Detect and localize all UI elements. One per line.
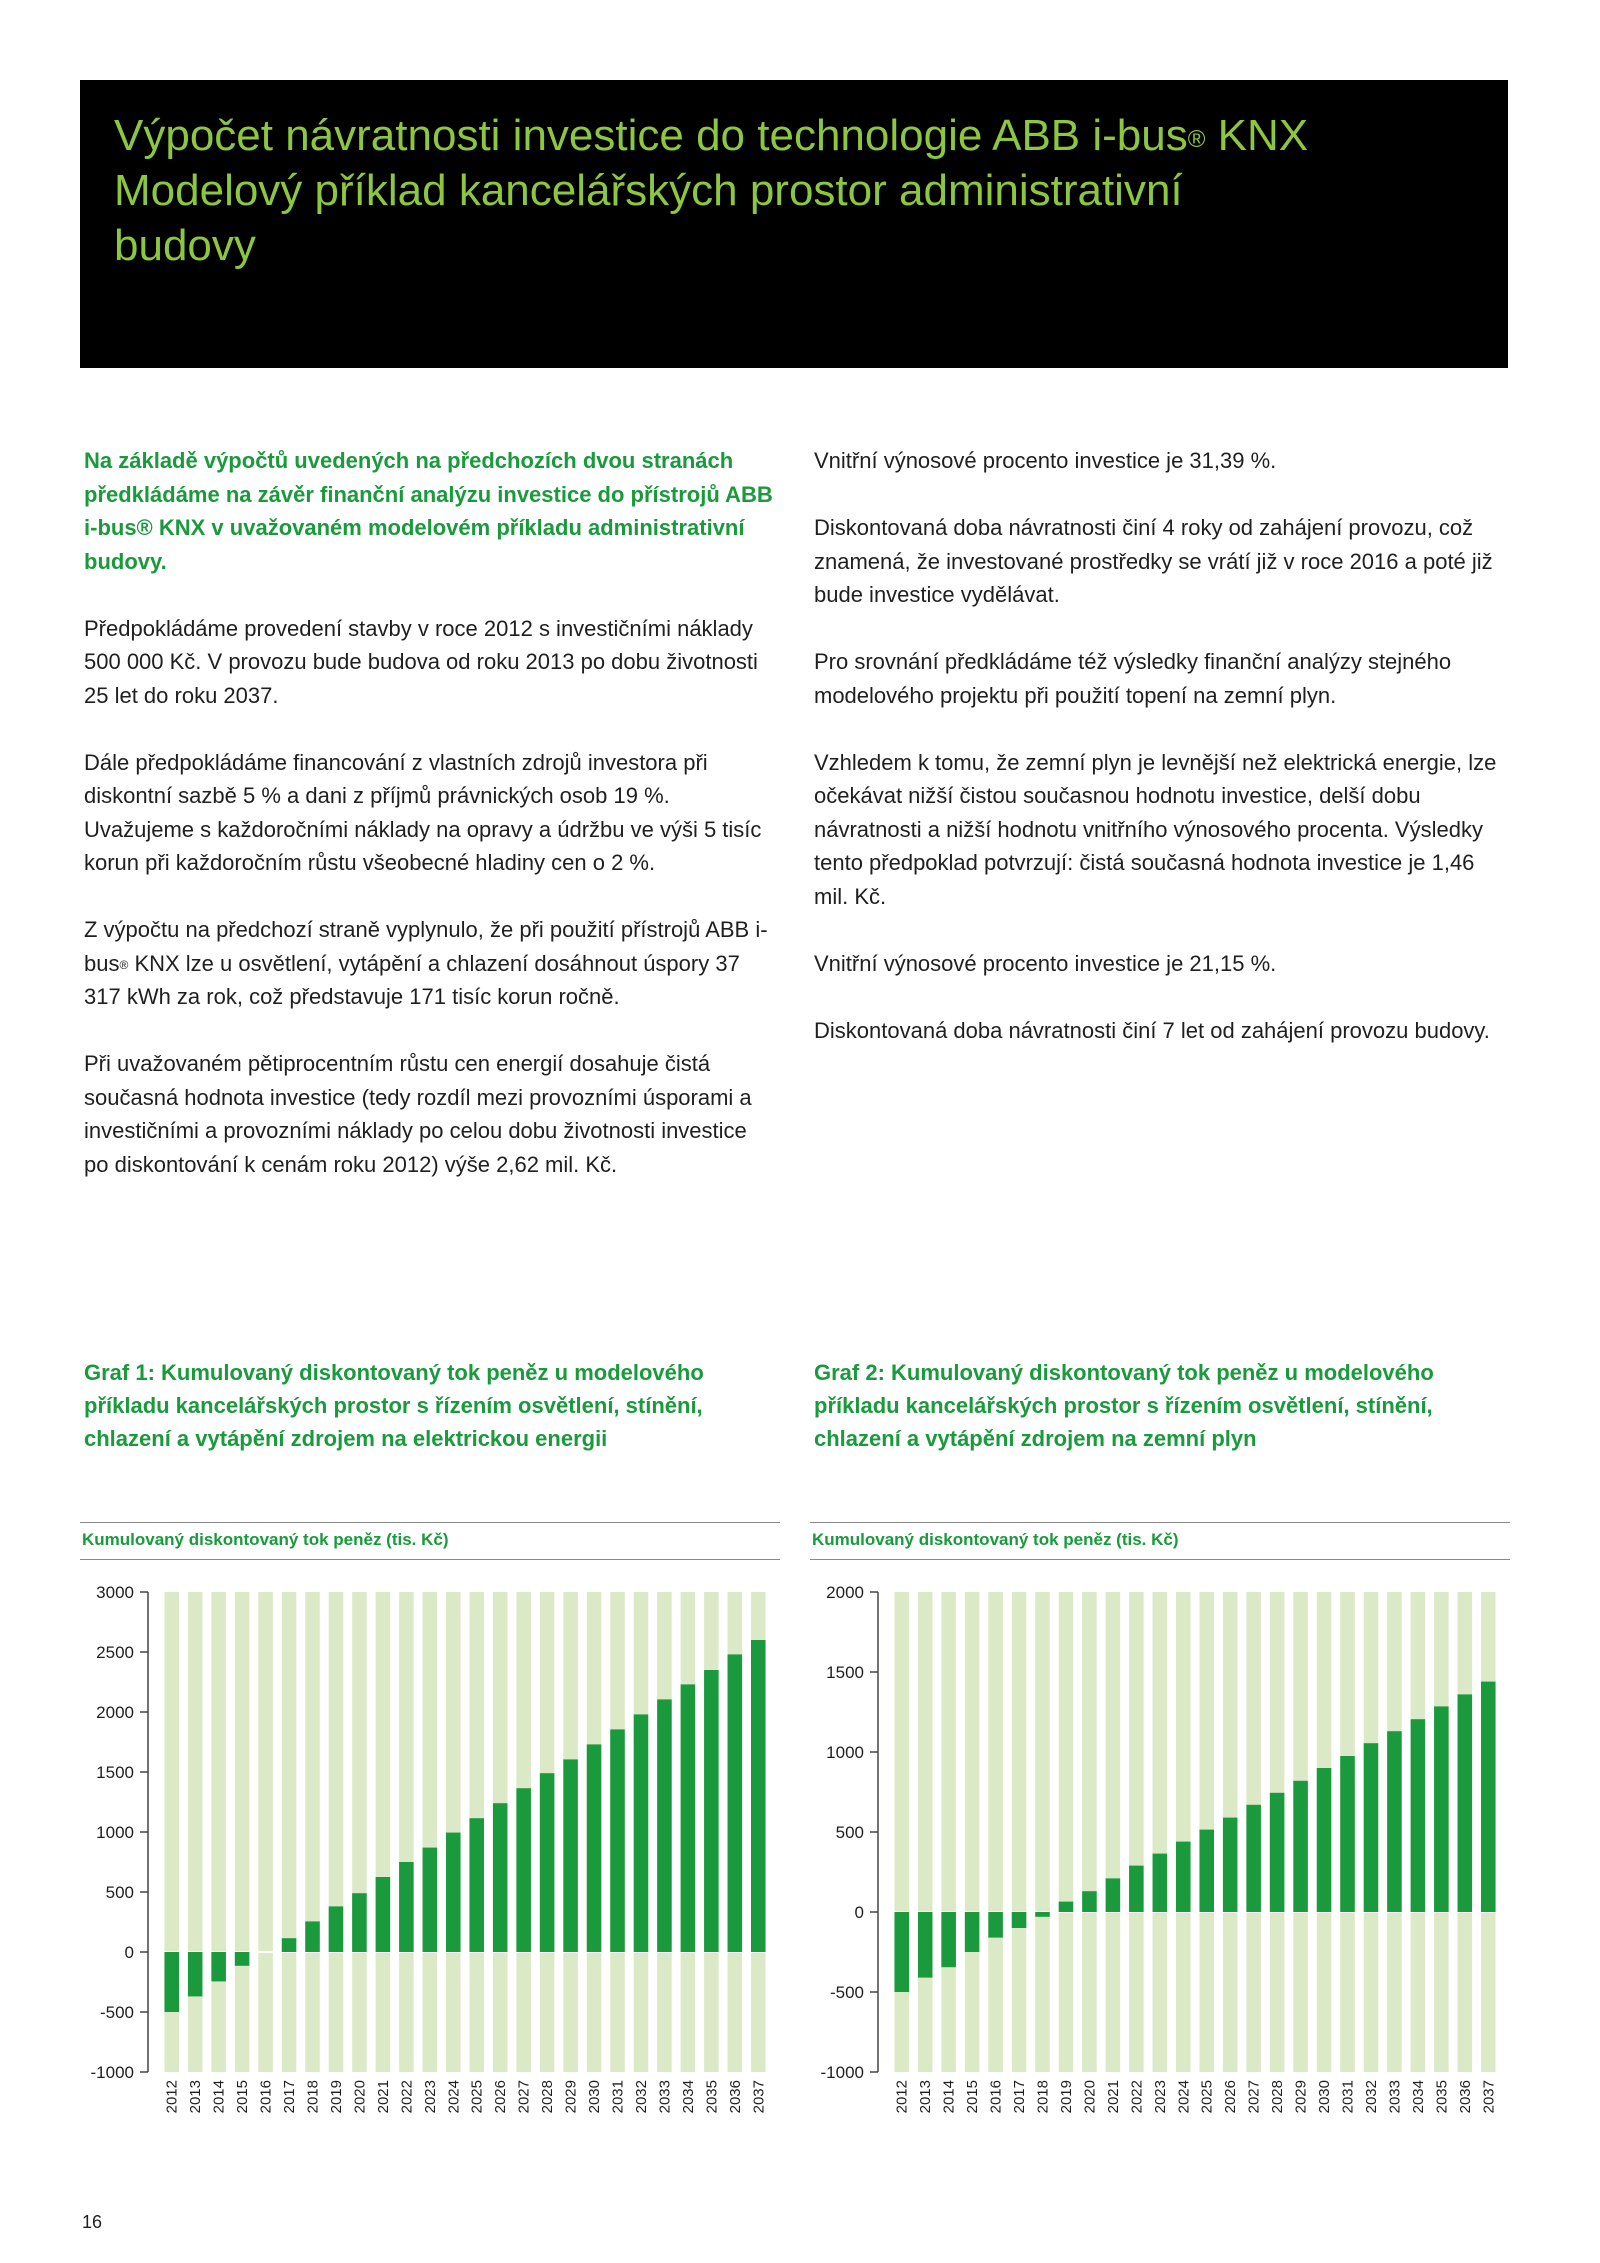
left-text-column	[84, 444, 774, 1215]
chart-2-bar-2037	[1481, 1682, 1496, 1912]
chart-2-x-tick-label: 2019	[1057, 2080, 1075, 2114]
chart-1-bar-2019	[329, 1906, 344, 1952]
chart-1-bar-2015	[235, 1952, 250, 1966]
chart-1-bar-2018	[305, 1921, 320, 1952]
chart-2-x-tick-label: 2018	[1034, 2080, 1052, 2114]
chart-2-title: Kumulovaný diskontovaný tok peněz (tis. Kč)	[812, 1530, 1179, 1549]
chart-1-bar-2024	[446, 1833, 461, 1952]
chart-2-bar-2026	[1223, 1818, 1238, 1912]
chart-1-bar-2032	[634, 1714, 649, 1952]
chart-1-bar-2034	[681, 1684, 696, 1952]
chart-2-y-tick-label: 2000	[826, 1583, 864, 1602]
chart-1-y-tick-label: -1000	[90, 2063, 134, 2082]
chart-2-x-tick-label: 2027	[1245, 2080, 1263, 2114]
chart-1-y-tick-label: 3000	[96, 1583, 134, 1602]
chart-2-bar-2019	[1059, 1902, 1074, 1912]
chart-2-y-tick-label: 500	[835, 1823, 864, 1842]
chart-1-y-tick-label: 500	[105, 1883, 134, 1902]
chart-1-plot	[80, 1582, 780, 2182]
chart-2-bar-2012	[894, 1912, 909, 1992]
chart-1-x-tick-label: 2028	[539, 2080, 557, 2114]
graph1-caption: Graf 1: Kumulovaný diskontovaný tok peněz u modelového příkladu kancelářských prostor s řízením osvětlení, stínění, chlazení a vytápění zdrojem na elektrickou energii	[84, 1360, 704, 1451]
chart-1-bar-2022	[399, 1862, 414, 1952]
chart-1-y-tick-label: -500	[99, 2003, 134, 2022]
chart-1-column-band	[329, 1592, 344, 2072]
chart-1-bar-2017	[282, 1938, 297, 1952]
chart-2-x-tick-label: 2020	[1081, 2080, 1099, 2114]
chart-1-x-tick-label: 2018	[304, 2080, 322, 2114]
paragraph-comparison: Pro srovnání předkládáme též výsledky finanční analýzy stejného modelového projektu při použití topení na zemní plyn.	[814, 649, 1452, 708]
chart-1-x-tick-label: 2014	[210, 2080, 228, 2114]
chart-1-column-band	[423, 1592, 438, 2072]
chart-1-y-tick-label: 2000	[96, 1703, 134, 1722]
chart-1-x-tick-label: 2015	[234, 2080, 252, 2114]
chart-2-column-band	[894, 1592, 909, 2072]
chart-1-x-tick-label: 2012	[163, 2080, 181, 2114]
right-text-column	[814, 444, 1514, 1081]
paragraph-construction: Předpokládáme provedení stavby v roce 2012 s investičními náklady 500 000 Kč. V provozu bude budova od roku 2013 po dobu životnosti 25 let do roku 2037.	[84, 615, 758, 708]
chart-1-column-band	[305, 1592, 320, 2072]
chart-2-bar-2033	[1387, 1731, 1402, 1912]
chart-2-column-band	[965, 1592, 980, 2072]
title-line-1: Výpočet návratnosti investice do technologie ABB i-bus® KNX	[114, 111, 1309, 160]
chart-2-column-band	[1106, 1592, 1121, 2072]
graph2-caption: Graf 2: Kumulovaný diskontovaný tok peněz u modelového příkladu kancelářských prostor s řízením osvětlení, stínění, chlazení a vytápění zdrojem na zemní plyn	[814, 1360, 1434, 1451]
chart-1-column-band	[352, 1592, 367, 2072]
chart-2	[810, 1522, 1510, 2182]
chart-2-bar-2024	[1176, 1842, 1191, 1912]
chart-1-column-band	[188, 1592, 203, 2072]
chart-2-plot	[810, 1582, 1510, 2182]
chart-1-x-tick-label: 2029	[562, 2080, 580, 2114]
chart-1-x-tick-label: 2032	[632, 2080, 650, 2114]
chart-2-x-tick-label: 2016	[987, 2080, 1005, 2114]
chart-2-bar-2013	[918, 1912, 933, 1978]
chart-1-column-band	[376, 1592, 391, 2072]
chart-1-bar-2026	[493, 1803, 508, 1952]
chart-2-bar-2022	[1129, 1866, 1144, 1912]
paragraph-savings: Z výpočtu na předchozí straně vyplynulo, že při použití přístrojů ABB i-bus® KNX lze u osvětlení, vytápění a chlazení dosáhnout úspory 37 317 kWh za rok, což představuje 171 tisíc korun ročně.	[84, 917, 768, 1009]
chart-2-column-band	[918, 1592, 933, 2072]
chart-1-bar-2020	[352, 1893, 367, 1952]
chart-2-x-tick-label: 2015	[964, 2080, 982, 2114]
chart-2-x-tick-label: 2025	[1198, 2080, 1216, 2114]
chart-1-x-tick-label: 2030	[586, 2080, 604, 2114]
chart-2-y-tick-label: 0	[854, 1903, 864, 1922]
chart-2-x-tick-label: 2012	[893, 2080, 911, 2114]
chart-2-bar-2029	[1293, 1781, 1308, 1912]
chart-1-bar-2031	[610, 1729, 625, 1952]
paragraph-npv: Při uvažovaném pětiprocentním růstu cen energií dosahuje čistá současná hodnota investice (tedy rozdíl mezi provozními úsporami a investičními a provozními náklady po celou dobu životnosti investice po diskontování k cenám roku 2012) výše 2,62 mil. Kč.	[84, 1051, 752, 1177]
chart-1-x-tick-label: 2034	[679, 2080, 697, 2114]
chart-2-bar-2021	[1106, 1878, 1121, 1912]
chart-1-column-band	[399, 1592, 414, 2072]
chart-1-bar-2037	[751, 1640, 766, 1952]
chart-1-x-tick-label: 2027	[515, 2080, 533, 2114]
lead-paragraph: Na základě výpočtů uvedených na předchozích dvou stranách předkládáme na závěr finanční analýzu investice do přístrojů ABB i-bus® KNX v uvažovaném modelovém příkladu administrativní budovy.	[84, 448, 773, 574]
chart-2-bar-2015	[965, 1912, 980, 1952]
paragraph-financing: Dále předpokládáme financování z vlastních zdrojů investora při diskontní sazbě 5 % a dani z příjmů právnických osob 19 %. Uvažujeme s každoročními náklady na opravy a údržbu ve výši 5 tisíc korun při každoročním růstu všeobecné hladiny cen o 2 %.	[84, 749, 762, 875]
chart-1-title: Kumulovaný diskontovaný tok peněz (tis. Kč)	[82, 1530, 449, 1549]
chart-1-x-tick-label: 2019	[327, 2080, 345, 2114]
chart-2-x-tick-label: 2021	[1104, 2080, 1122, 2114]
chart-2-x-tick-label: 2034	[1409, 2080, 1427, 2114]
chart-2-bar-2035	[1434, 1706, 1449, 1912]
chart-2-bar-2017	[1012, 1912, 1027, 1928]
chart-1-x-tick-label: 2023	[421, 2080, 439, 2114]
chart-1-x-tick-label: 2022	[398, 2080, 416, 2114]
page-number: 16	[82, 2212, 103, 2232]
paragraph-irr-electric: Vnitřní výnosové procento investice je 31,39 %.	[814, 448, 1277, 473]
chart-1-bar-2012	[164, 1952, 179, 2012]
chart-2-x-tick-label: 2026	[1222, 2080, 1240, 2114]
chart-2-header	[810, 1522, 1510, 1560]
chart-2-bar-2027	[1246, 1805, 1261, 1912]
chart-1-x-tick-label: 2035	[703, 2080, 721, 2114]
chart-1-column-band	[446, 1592, 461, 2072]
chart-2-bar-2034	[1411, 1719, 1426, 1912]
chart-1-bar-2014	[211, 1952, 226, 1981]
chart-2-x-tick-label: 2023	[1151, 2080, 1169, 2114]
chart-2-bar-2014	[941, 1912, 956, 1967]
chart-1-y-tick-label: 0	[124, 1943, 134, 1962]
chart-2-x-tick-label: 2013	[917, 2080, 935, 2114]
chart-2-bar-2036	[1458, 1694, 1473, 1912]
chart-1-column-band	[235, 1592, 250, 2072]
chart-2-x-tick-label: 2031	[1339, 2080, 1357, 2114]
chart-2-bar-2031	[1340, 1756, 1355, 1912]
chart-2-y-tick-label: -500	[829, 1983, 864, 2002]
page-title	[114, 108, 1488, 273]
chart-2-bar-2016	[988, 1912, 1003, 1938]
chart-1-x-tick-label: 2016	[257, 2080, 275, 2114]
chart-1-bar-2027	[516, 1788, 531, 1952]
chart-2-column-band	[1153, 1592, 1168, 2072]
chart-2-x-tick-label: 2036	[1456, 2080, 1474, 2114]
title-line-3: budovy	[114, 221, 256, 270]
chart-1-x-tick-label: 2037	[750, 2080, 768, 2114]
chart-1-bar-2023	[423, 1848, 438, 1952]
paragraph-payback-gas: Diskontovaná doba návratnosti činí 7 let od zahájení provozu budovy.	[814, 1017, 1490, 1043]
chart-1-x-tick-label: 2025	[468, 2080, 486, 2114]
chart-2-bar-2018	[1035, 1912, 1050, 1917]
chart-1	[80, 1522, 780, 2182]
chart-2-x-tick-label: 2037	[1480, 2080, 1498, 2114]
chart-1-y-tick-label: 1500	[96, 1763, 134, 1782]
title-line-2: Modelový příklad kancelářských prostor administrativní	[114, 166, 1183, 215]
chart-2-x-tick-label: 2028	[1269, 2080, 1287, 2114]
chart-1-bar-2033	[657, 1699, 672, 1952]
chart-1-bar-2021	[376, 1877, 391, 1952]
chart-2-y-tick-label: 1000	[826, 1743, 864, 1762]
chart-1-column-band	[258, 1592, 273, 2072]
chart-2-column-band	[1129, 1592, 1144, 2072]
chart-1-x-tick-label: 2017	[281, 2080, 299, 2114]
chart-2-x-tick-label: 2017	[1011, 2080, 1029, 2114]
chart-1-bar-2029	[563, 1759, 578, 1952]
chart-2-column-band	[988, 1592, 1003, 2072]
chart-2-y-tick-label: 1500	[826, 1663, 864, 1682]
chart-2-bar-2020	[1082, 1891, 1097, 1912]
chart-2-x-tick-label: 2029	[1292, 2080, 1310, 2114]
chart-1-column-band	[211, 1592, 226, 2072]
chart-2-bar-2030	[1317, 1768, 1332, 1912]
chart-2-x-tick-label: 2022	[1128, 2080, 1146, 2114]
chart-2-y-tick-label: -1000	[820, 2063, 864, 2082]
chart-2-column-band	[1035, 1592, 1050, 2072]
chart-2-x-tick-label: 2033	[1386, 2080, 1404, 2114]
chart-1-x-tick-label: 2021	[374, 2080, 392, 2114]
chart-1-bar-2035	[704, 1670, 719, 1952]
chart-1-bar-2028	[540, 1773, 555, 1952]
chart-1-x-tick-label: 2013	[187, 2080, 205, 2114]
chart-2-x-tick-label: 2030	[1316, 2080, 1334, 2114]
chart-2-x-tick-label: 2014	[940, 2080, 958, 2114]
chart-2-column-band	[1059, 1592, 1074, 2072]
chart-1-bar-2013	[188, 1952, 203, 1996]
paragraph-gas-npv: Vzhledem k tomu, že zemní plyn je levnější než elektrická energie, lze očekávat nižší čistou současnou hodnotu investice, delší dobu návratnosti a nižší hodnotu vnitřního výnosového procenta. Výsledky tento předpoklad potvrzují: čistá současná hodnota investice je 1,46 mil. Kč.	[814, 749, 1497, 909]
chart-2-bar-2028	[1270, 1793, 1285, 1912]
chart-1-bar-2036	[728, 1654, 743, 1952]
chart-2-column-band	[941, 1592, 956, 2072]
paragraph-irr-gas: Vnitřní výnosové procento investice je 21,15 %.	[814, 950, 1277, 976]
chart-2-x-tick-label: 2024	[1175, 2080, 1193, 2114]
chart-1-x-tick-label: 2033	[656, 2080, 674, 2114]
header-band	[80, 80, 1508, 368]
chart-2-bar-2032	[1364, 1743, 1379, 1912]
chart-1-header	[80, 1522, 780, 1560]
chart-2-column-band	[1176, 1592, 1191, 2072]
chart-2-column-band	[1012, 1592, 1027, 2072]
chart-1-bar-2030	[587, 1744, 602, 1952]
paragraph-payback-electric: Diskontovaná doba návratnosti činí 4 roky od zahájení provozu, což znamená, že investované prostředky se vrátí již v roce 2016 a poté již bude investice vydělávat.	[814, 515, 1493, 607]
chart-2-bar-2023	[1153, 1854, 1168, 1912]
chart-1-column-band	[282, 1592, 297, 2072]
chart-2-x-tick-label: 2032	[1362, 2080, 1380, 2114]
chart-1-x-tick-label: 2024	[445, 2080, 463, 2114]
chart-2-x-tick-label: 2035	[1433, 2080, 1451, 2114]
chart-1-y-tick-label: 2500	[96, 1643, 134, 1662]
chart-2-column-band	[1082, 1592, 1097, 2072]
chart-1-y-tick-label: 1000	[96, 1823, 134, 1842]
chart-1-x-tick-label: 2036	[726, 2080, 744, 2114]
chart-1-x-tick-label: 2026	[492, 2080, 510, 2114]
chart-2-bar-2025	[1199, 1830, 1214, 1912]
chart-1-x-tick-label: 2031	[609, 2080, 627, 2114]
chart-1-x-tick-label: 2020	[351, 2080, 369, 2114]
chart-1-bar-2025	[469, 1818, 484, 1952]
